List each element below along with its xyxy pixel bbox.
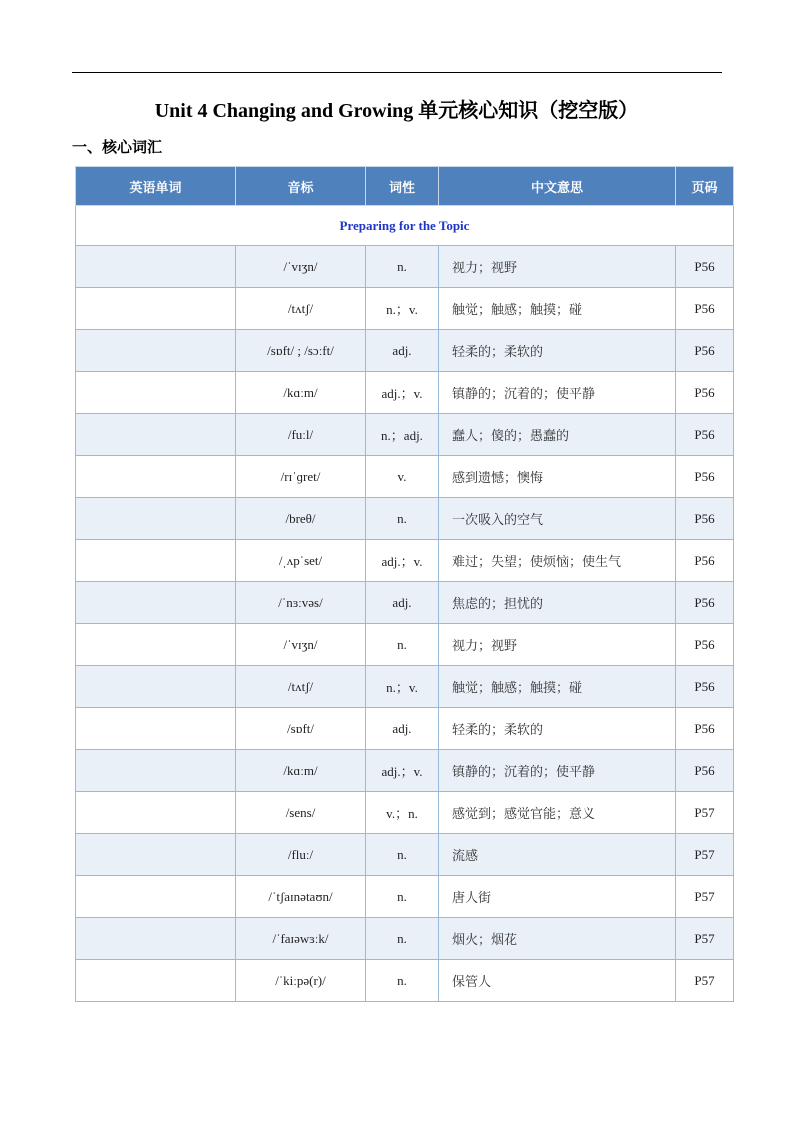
cell-ipa: /ˌʌpˈset/ (236, 540, 366, 582)
cell-word (76, 456, 236, 498)
cell-page: P56 (676, 372, 734, 414)
cell-page: P56 (676, 708, 734, 750)
cell-page: P57 (676, 792, 734, 834)
cell-word (76, 834, 236, 876)
cell-pos: n. (366, 918, 439, 960)
cell-pos: adj. (366, 330, 439, 372)
cell-ipa: /fuːl/ (236, 414, 366, 456)
table-row (76, 456, 734, 498)
table-row (76, 750, 734, 792)
section-heading: 一、核心词汇 (72, 138, 163, 156)
cell-meaning: 视力；视野 (439, 624, 676, 666)
header-pos: 词性 (366, 167, 439, 206)
cell-ipa: /kɑːm/ (236, 750, 366, 792)
cell-pos: adj. (366, 582, 439, 624)
table-header-row (76, 167, 734, 206)
cell-page: P56 (676, 414, 734, 456)
cell-word (76, 918, 236, 960)
cell-page: P56 (676, 750, 734, 792)
cell-meaning: 触觉；触感；触摸；碰 (439, 666, 676, 708)
cell-meaning: 感觉到；感觉官能；意义 (439, 792, 676, 834)
cell-ipa: /fluː/ (236, 834, 366, 876)
cell-pos: n. (366, 624, 439, 666)
cell-pos: adj.；v. (366, 372, 439, 414)
cell-word (76, 708, 236, 750)
cell-pos: n.；v. (366, 288, 439, 330)
cell-ipa: /ˈvɪʒn/ (236, 246, 366, 288)
cell-meaning: 触觉；触感；触摸；碰 (439, 288, 676, 330)
cell-word (76, 666, 236, 708)
cell-ipa: /ˈfaɪəwɜːk/ (236, 918, 366, 960)
cell-pos: n. (366, 960, 439, 1002)
table-row (76, 792, 734, 834)
header-ipa: 音标 (236, 167, 366, 206)
cell-pos: n. (366, 834, 439, 876)
cell-pos: n. (366, 498, 439, 540)
cell-word (76, 624, 236, 666)
table-row (76, 666, 734, 708)
document-title: Unit 4 Changing and Growing 单元核心知识（挖空版） (154, 100, 639, 122)
cell-meaning: 烟火；烟花 (439, 918, 676, 960)
cell-pos: v. (366, 456, 439, 498)
cell-page: P56 (676, 456, 734, 498)
cell-ipa: /sɒft/ (236, 708, 366, 750)
cell-page: P56 (676, 666, 734, 708)
cell-word (76, 330, 236, 372)
vocabulary-table (75, 166, 734, 1002)
cell-page: P56 (676, 498, 734, 540)
cell-word (76, 288, 236, 330)
table-row (76, 960, 734, 1002)
table-row (76, 498, 734, 540)
cell-ipa: /kɑːm/ (236, 372, 366, 414)
table-row (76, 540, 734, 582)
table-row (76, 582, 734, 624)
cell-word (76, 792, 236, 834)
cell-meaning: 镇静的；沉着的；使平静 (439, 372, 676, 414)
cell-meaning: 焦虑的；担忧的 (439, 582, 676, 624)
cell-pos: adj.；v. (366, 750, 439, 792)
cell-meaning: 唐人街 (439, 876, 676, 918)
cell-meaning: 轻柔的；柔软的 (439, 330, 676, 372)
cell-word (76, 498, 236, 540)
cell-word (76, 414, 236, 456)
cell-page: P56 (676, 624, 734, 666)
topic-label: Preparing for the Topic (76, 206, 734, 246)
cell-meaning: 镇静的；沉着的；使平静 (439, 750, 676, 792)
table-row (76, 288, 734, 330)
cell-ipa: /tʌtʃ/ (236, 666, 366, 708)
cell-ipa: /ˈkiːpə(r)/ (236, 960, 366, 1002)
table-row (76, 708, 734, 750)
cell-pos: n.；adj. (366, 414, 439, 456)
cell-pos: v.；n. (366, 792, 439, 834)
cell-ipa: /ˈtʃaɪnətaʊn/ (236, 876, 366, 918)
table-row (76, 372, 734, 414)
header-meaning: 中文意思 (439, 167, 676, 206)
cell-word (76, 540, 236, 582)
cell-page: P56 (676, 288, 734, 330)
cell-page: P56 (676, 540, 734, 582)
cell-meaning: 难过；失望；使烦恼；使生气 (439, 540, 676, 582)
cell-word (76, 876, 236, 918)
header-page: 页码 (676, 167, 734, 206)
cell-pos: n. (366, 876, 439, 918)
cell-page: P57 (676, 960, 734, 1002)
cell-ipa: /sɒft/ ; /sɔːft/ (236, 330, 366, 372)
table-row (76, 330, 734, 372)
table-row (76, 624, 734, 666)
cell-meaning: 保管人 (439, 960, 676, 1002)
cell-pos: n. (366, 246, 439, 288)
cell-page: P56 (676, 246, 734, 288)
cell-page: P57 (676, 876, 734, 918)
table-row (76, 414, 734, 456)
cell-pos: adj.；v. (366, 540, 439, 582)
cell-word (76, 246, 236, 288)
cell-ipa: /breθ/ (236, 498, 366, 540)
cell-ipa: /ˈvɪʒn/ (236, 624, 366, 666)
table-row (76, 918, 734, 960)
table-row (76, 834, 734, 876)
cell-meaning: 一次吸入的空气 (439, 498, 676, 540)
header-word: 英语单词 (76, 167, 236, 206)
header-rule (72, 72, 722, 73)
cell-page: P56 (676, 582, 734, 624)
cell-pos: adj. (366, 708, 439, 750)
cell-ipa: /tʌtʃ/ (236, 288, 366, 330)
cell-page: P57 (676, 918, 734, 960)
cell-meaning: 视力；视野 (439, 246, 676, 288)
table-row (76, 876, 734, 918)
cell-page: P57 (676, 834, 734, 876)
cell-word (76, 372, 236, 414)
cell-meaning: 感到遗憾；懊悔 (439, 456, 676, 498)
table-row (76, 246, 734, 288)
cell-page: P56 (676, 330, 734, 372)
cell-ipa: /rɪˈɡret/ (236, 456, 366, 498)
cell-pos: n.；v. (366, 666, 439, 708)
cell-meaning: 轻柔的；柔软的 (439, 708, 676, 750)
cell-ipa: /sens/ (236, 792, 366, 834)
cell-ipa: /ˈnɜːvəs/ (236, 582, 366, 624)
cell-meaning: 蠢人；傻的；愚蠢的 (439, 414, 676, 456)
cell-meaning: 流感 (439, 834, 676, 876)
cell-word (76, 750, 236, 792)
cell-word (76, 960, 236, 1002)
cell-word (76, 582, 236, 624)
topic-row (76, 206, 734, 246)
